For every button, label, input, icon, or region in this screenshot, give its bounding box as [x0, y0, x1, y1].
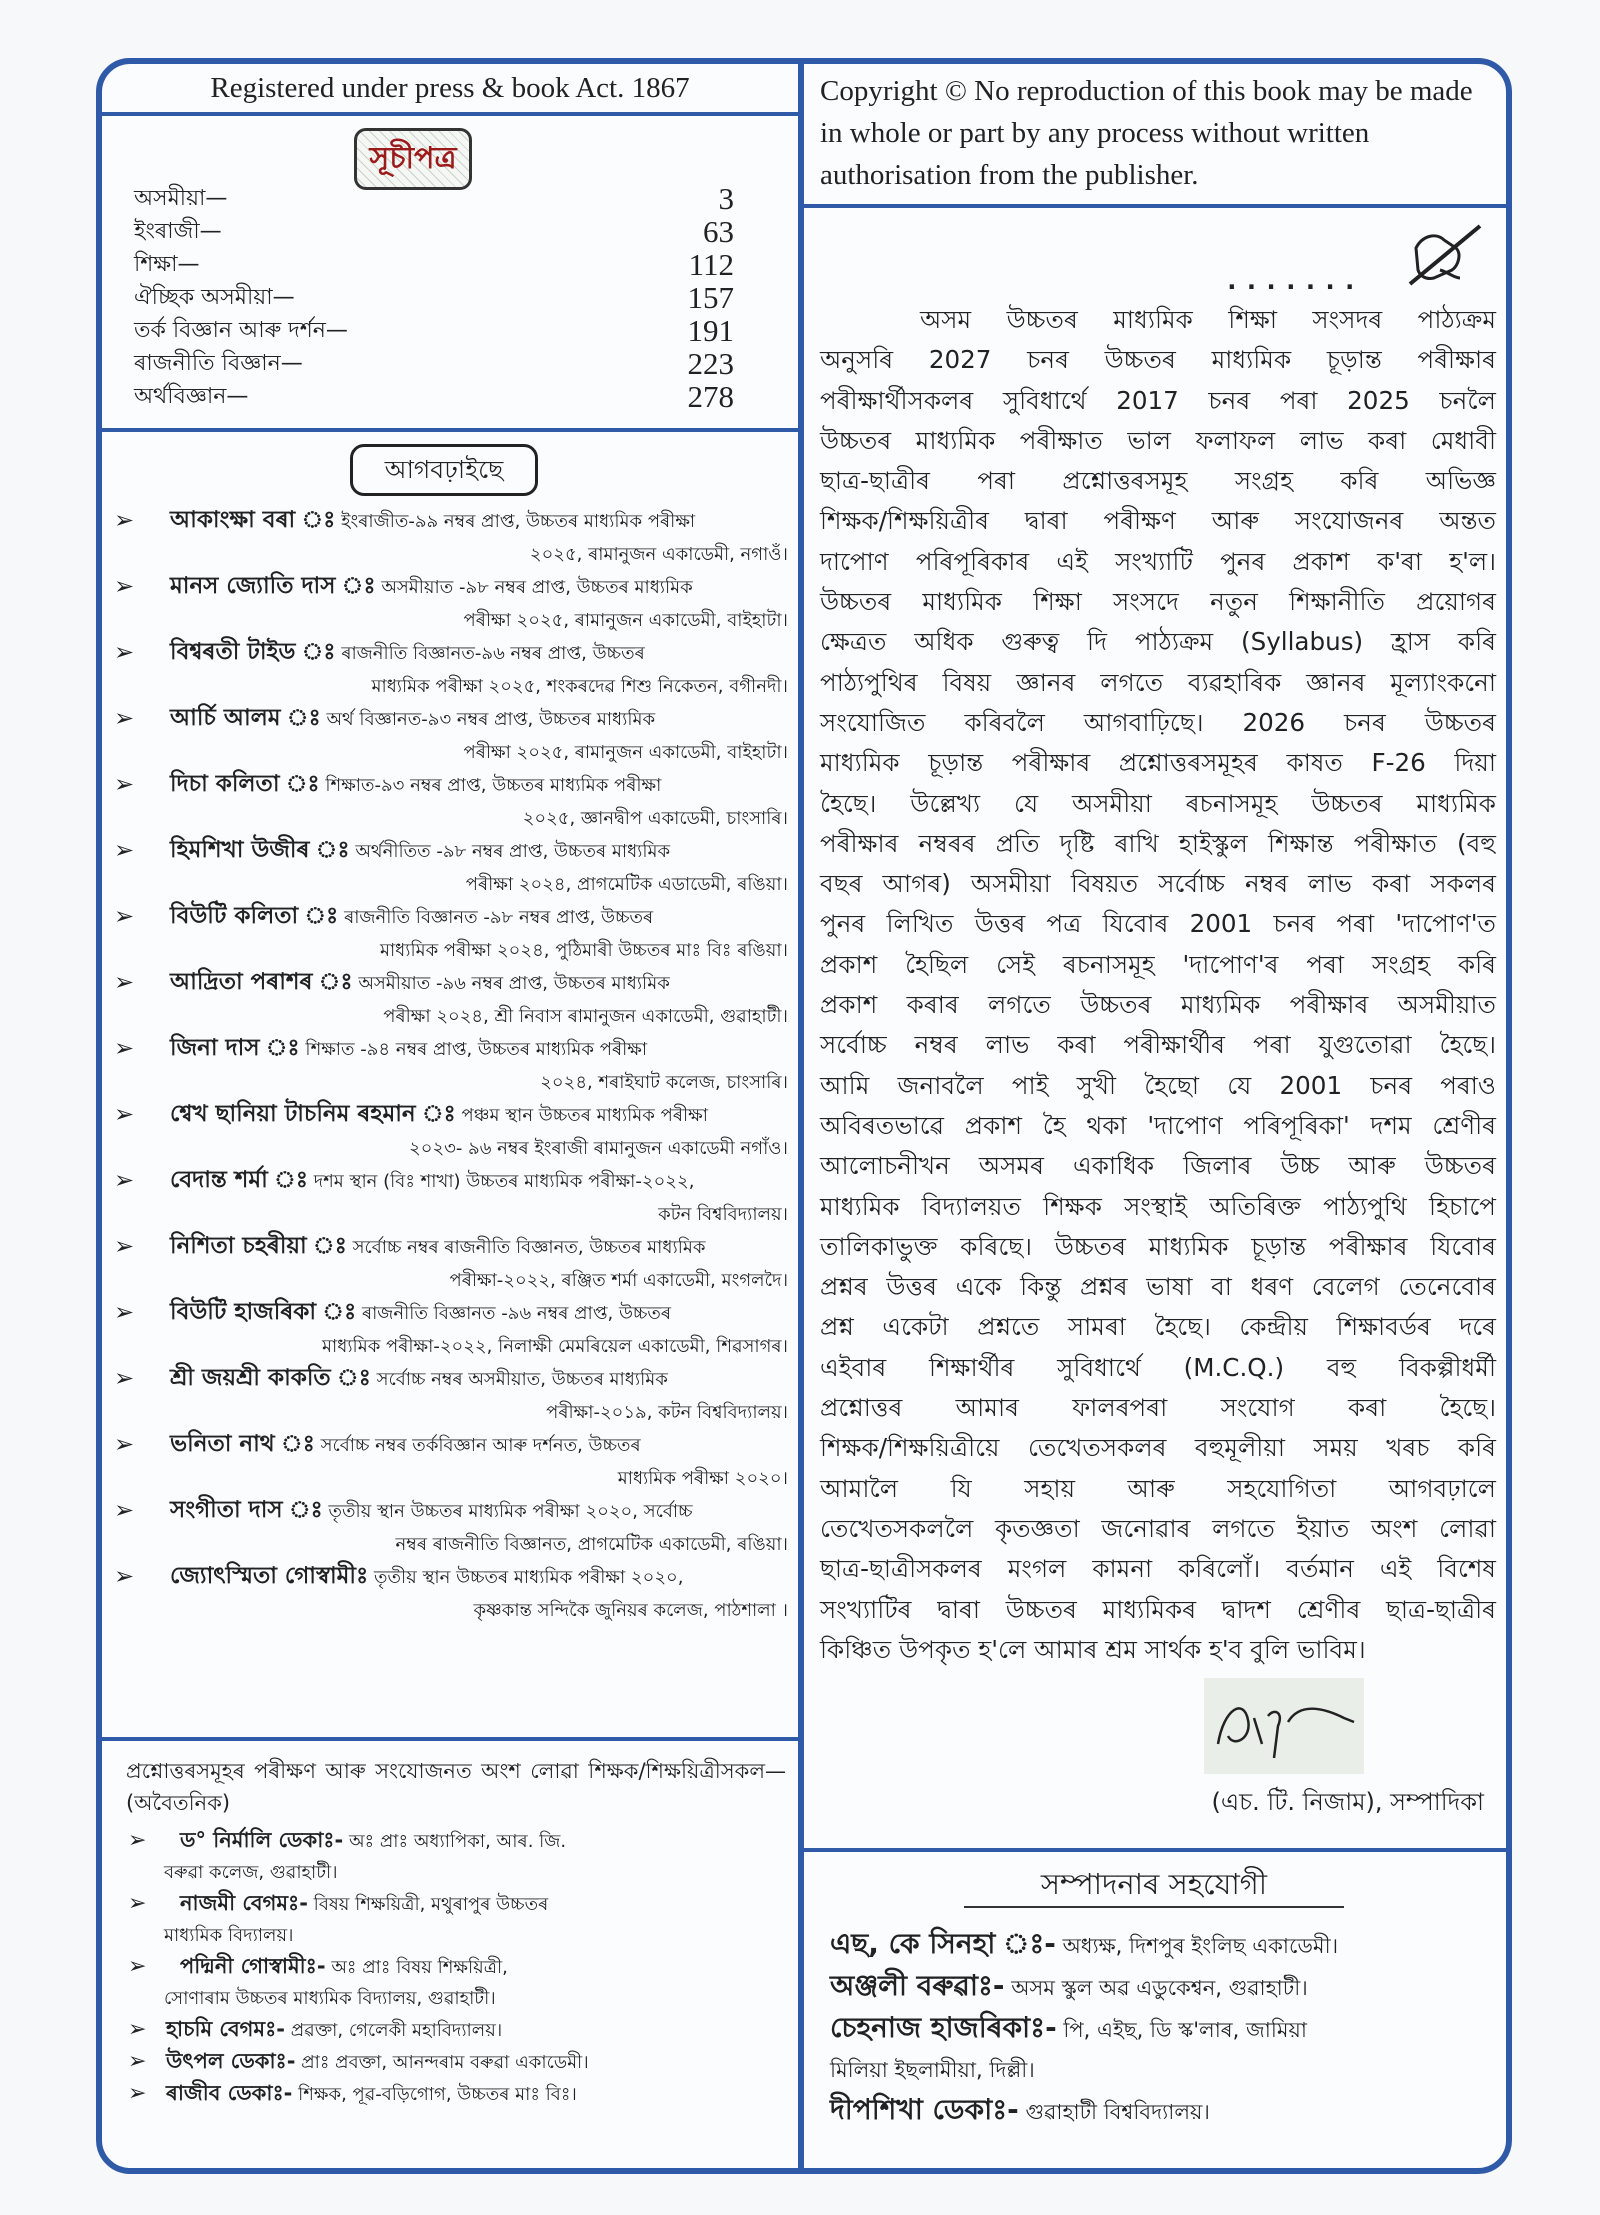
achiever-detail-cont: ২০২৫, ৰামানুজন একাডেমী, নগাওঁ।: [529, 544, 788, 565]
arrow-bullet-icon: ➢: [128, 2049, 147, 2074]
achiever-detail: সৰ্বোচ্চ নম্বৰ তৰ্কবিজ্ঞান আৰু দৰ্শনত, উচ্চতৰ: [320, 1435, 641, 1456]
achiever-item: [110, 504, 794, 570]
achiever-detail-cont: মাধ্যমিক পৰীক্ষা-২০২২, নিলাক্ষী মেমৰিয়েল একাডেমী, শিৱসাগৰ।: [322, 1336, 788, 1357]
toc-title: সূচীপত্ৰ: [354, 128, 472, 190]
reviewer-name: পদ্মিনী গোস্বামীঃ-: [180, 1954, 326, 1978]
achiever-item: [110, 636, 794, 702]
assistants-title: সম্পাদনাৰ সহযোগী: [964, 1862, 1344, 1908]
achiever-item: [110, 1362, 794, 1428]
editorial-line: ক্ষেত্ৰত অধিক গুৰুত্ব দি পাঠ্যক্ৰম (Syllabus) হ্ৰাস কৰি: [820, 627, 1496, 657]
achiever-line: [150, 1164, 794, 1198]
achiever-line: [150, 570, 794, 604]
arrow-bullet-icon: ➢: [128, 2081, 147, 2106]
achiever-detail: ৰাজনীতি বিজ্ঞানত -৯৬ নম্বৰ প্ৰাপ্ত, উচ্চতৰ: [361, 1303, 672, 1324]
toc-item: [134, 347, 734, 380]
assistant-name: চেহনাজ হাজৰিকাঃ-: [830, 2011, 1057, 2044]
editorial-line: তালিকাভুক্ত কৰিছে। উচ্চতৰ মাধ্যমিক চূড়ান্ত পৰীক্ষাৰ যিবোৰ: [820, 1231, 1496, 1261]
reviewer-line: [164, 1888, 786, 1920]
arrow-bullet-icon: ➢: [114, 968, 135, 996]
editorial-line: উচ্চতৰ মাধ্যমিক শিক্ষা সংসদে নতুন শিক্ষানীতি প্ৰয়োগৰ: [820, 587, 1496, 617]
editorial-line: আমি জনাবলৈ পাই সুখী হৈছো যে 2001 চনৰ পৰাও: [820, 1070, 1496, 1100]
achiever-item: [110, 1560, 794, 1626]
toc-item-label: ঐচ্ছিক অসমীয়া—: [134, 285, 295, 310]
editorial-line: ছাত্ৰ-ছাত্ৰীৰ পৰা প্ৰশ্নোত্তৰসমূহ সংগ্ৰহ কৰি অভিজ্ঞ: [820, 466, 1496, 496]
editorial-line: এইবাৰ শিক্ষাৰ্থীৰ সুবিধাৰ্থে (M.C.Q.) বহু বিকল্পীধৰ্মী: [820, 1352, 1496, 1382]
arrow-bullet-icon: ➢: [114, 1430, 135, 1458]
editorial-line: সংখ্যাটিৰ দ্বাৰা উচ্চতৰ মাধ্যমিকৰ দ্বাদশ শ্ৰেণীৰ ছাত্ৰ-ছাত্ৰীৰ: [820, 1594, 1496, 1624]
achiever-line: [150, 636, 794, 670]
achiever-item: [110, 570, 794, 636]
arrow-bullet-icon: ➢: [114, 1562, 135, 1590]
assistant-detail: পি, এইছ, ডি স্ক'লাৰ, জামিয়া: [1063, 2018, 1307, 2042]
editorial-line: প্ৰকাশ হৈছিল সেই ৰচনাসমূহ 'দাপোণ'ৰ পৰা সংগ্ৰহ কৰি: [820, 949, 1496, 979]
achiever-detail-cont: মাধ্যমিক পৰীক্ষা ২০২০।: [617, 1468, 788, 1489]
achiever-detail-cont: ২০২৫, জ্ঞানদ্বীপ একাডেমী, চাংসাৰি।: [522, 808, 788, 829]
arrow-bullet-icon: ➢: [114, 1034, 135, 1062]
achiever-detail-cont: পৰীক্ষা ২০২৪, শ্ৰী নিবাস ৰামানুজন একাডেমী, গুৱাহাটী।: [383, 1006, 788, 1027]
reviewer-name: নাজমী বেগমঃ-: [180, 1891, 308, 1915]
toc-item-label: শিক্ষা—: [134, 252, 200, 277]
achiever-name: হিমশিখা উজীৰ ঃ: [170, 837, 350, 863]
editorial-line: উচ্চতৰ মাধ্যমিক পৰীক্ষাত ভাল ফলাফল লাভ কৰা মেধাবী: [820, 425, 1496, 455]
toc-item-label: অৰ্থবিজ্ঞান—: [134, 384, 249, 409]
achiever-item: [110, 702, 794, 768]
toc-item-label: তৰ্ক বিজ্ঞান আৰু দৰ্শন—: [134, 318, 348, 343]
reviewer-name: ৰাজীব ডেকাঃ-: [166, 2081, 293, 2105]
assistant-name: এছ, কে সিনহা ঃ-: [830, 1927, 1056, 1960]
toc-item-page: 157: [687, 280, 734, 315]
achiever-detail: অৰ্থনীতিত -৯৮ নম্বৰ প্ৰাপ্ত, উচ্চতৰ মাধ্যমিক: [355, 841, 671, 862]
editorial-line: ছাত্ৰ-ছাত্ৰীসকলৰ মংগল কামনা কৰিলোঁ। বৰ্তমান এই বিশেষ: [820, 1554, 1496, 1584]
achiever-item: [110, 834, 794, 900]
editorial-line: আমালৈ যি সহায় আৰু সহযোগিতা আগবঢ়ালে: [820, 1473, 1496, 1503]
arrow-bullet-icon: ➢: [114, 902, 135, 930]
arrow-bullet-icon: ➢: [114, 1166, 135, 1194]
editorial-line: অবিৰতভাৱে প্ৰকাশ হৈ থকা 'দাপোণ পৰিপূৰিকা' দশম শ্ৰেণীৰ: [820, 1110, 1496, 1140]
achiever-detail: অসমীয়াত -৯৬ নম্বৰ প্ৰাপ্ত, উচ্চতৰ মাধ্যমিক: [358, 973, 670, 994]
reviewer-detail: অঃ প্ৰাঃ বিষয় শিক্ষয়িত্ৰী,: [331, 1957, 508, 1978]
toc-item-label: অসমীয়া—: [134, 186, 228, 211]
reviewer-line: [164, 2078, 786, 2110]
achiever-line: [150, 1032, 794, 1066]
achiever-detail: তৃতীয় স্থান উচ্চতৰ মাধ্যমিক পৰীক্ষা ২০২০, সৰ্বোচ্চ: [328, 1501, 693, 1522]
reviewer-item: [126, 1825, 786, 1888]
achiever-detail: তৃতীয় স্থান উচ্চতৰ মাধ্যমিক পৰীক্ষা ২০২০,: [374, 1567, 684, 1588]
reviewer-name: উৎপল ডেকাঃ-: [166, 2049, 296, 2073]
achiever-item: [110, 1296, 794, 1362]
assistant-item: [830, 2090, 1490, 2132]
arrow-bullet-icon: ➢: [128, 1828, 147, 1853]
reviewer-name: হাচমি বেগমঃ-: [166, 2017, 285, 2041]
achiever-detail: অৰ্থ বিজ্ঞানত-৯৩ নম্বৰ প্ৰাপ্ত, উচ্চতৰ মাধ্যমিক: [326, 709, 656, 730]
toc-item: [134, 314, 734, 347]
reviewer-item: [126, 2046, 786, 2078]
arrow-bullet-icon: ➢: [114, 1364, 135, 1392]
achiever-detail: সৰ্বোচ্চ নম্বৰ ৰাজনীতি বিজ্ঞানত, উচ্চতৰ মাধ্যমিক: [352, 1237, 706, 1258]
toc-item-page: 63: [703, 214, 734, 249]
assistant-item: [830, 1966, 1490, 2008]
achiever-name: নিশিতা চহৰীয়া ঃ: [170, 1233, 347, 1259]
assistant-detail: অসম স্কুল অৱ এডুকেশ্বন, গুৱাহাটী।: [1011, 1976, 1308, 2000]
editor-signature: [1204, 1678, 1364, 1774]
arrow-bullet-icon: ➢: [114, 770, 135, 798]
assistants-list: [830, 1924, 1490, 2132]
assistant-item: [830, 2008, 1490, 2050]
achiever-line: [150, 1098, 794, 1132]
achiever-detail-cont: পৰীক্ষা ২০২৪, প্ৰাগমেটিক এডাডেমী, ৰঙিয়া।: [465, 874, 788, 895]
editorial-line: সংযোজিত কৰিবলৈ আগবাঢ়িছে। 2026 চনৰ উচ্চতৰ: [820, 707, 1496, 737]
arrow-bullet-icon: ➢: [114, 1496, 135, 1524]
arrow-bullet-icon: ➢: [114, 704, 135, 732]
achiever-item: [110, 966, 794, 1032]
reviewer-detail: অঃ প্ৰাঃ অধ্যাপিকা, আৰ. জি.: [348, 1831, 567, 1852]
achievers-list: [110, 504, 794, 1626]
achiever-line: [150, 1560, 794, 1594]
achiever-line: [150, 504, 794, 538]
achiever-item: [110, 1428, 794, 1494]
reviewer-line: [164, 1951, 786, 1983]
reviewer-item: [126, 2078, 786, 2110]
reviewer-detail: প্ৰৱক্তা, গেলেকী মহাবিদ্যালয়।: [290, 2020, 503, 2041]
reviewer-item: [126, 1888, 786, 1951]
toc-item: [134, 380, 734, 413]
achiever-detail-cont: ২০২৩- ৯৬ নম্বৰ ইংৰাজী ৰামানুজন একাডেমী নগাঁও।: [409, 1138, 788, 1159]
toc-item-page: 191: [687, 313, 734, 348]
achiever-detail-cont: পৰীক্ষা ২০২৫, ৰামানুজন একাডেমী, বাইহাটা।: [463, 610, 788, 631]
toc-item: [134, 248, 734, 281]
achiever-name: শ্বেখ ছানিয়া টাচনিম ৰহমান ঃ: [170, 1101, 456, 1127]
editorial-assistants: [804, 1852, 1506, 2168]
achiever-name: আদ্ৰিতা পৰাশৰ ঃ: [170, 969, 353, 995]
reviewer-detail: প্ৰাঃ প্ৰবক্তা, আনন্দৰাম বৰুৱা একাডেমী।: [301, 2052, 589, 2073]
arrow-bullet-icon: ➢: [114, 836, 135, 864]
editorial-line: অনুসৰি 2027 চনৰ উচ্চতৰ মাধ্যমিক চূড়ান্ত পৰীক্ষাৰ: [820, 345, 1496, 375]
editorial-line: প্ৰকাশ কৰাৰ লগতে উচ্চতৰ মাধ্যমিক পৰীক্ষাৰ অসমীয়াত: [820, 990, 1496, 1020]
arrow-bullet-icon: ➢: [128, 1954, 147, 1979]
table-of-contents: [102, 116, 798, 428]
editorial-line: তেখেতসকললৈ কৃতজ্ঞতা জনোৱাৰ লগতে ইয়াত অংশ লোৱা: [820, 1513, 1496, 1543]
achiever-detail-cont: নম্বৰ ৰাজনীতি বিজ্ঞানত, প্ৰাগমেটিক একাডেমী, ৰঙিয়া।: [395, 1534, 788, 1555]
achiever-item: [110, 900, 794, 966]
achievers-title: আগবঢ়াইছে: [350, 444, 538, 496]
reviewer-detail-cont: সোণাৰাম উচ্চতৰ মাধ্যমিক বিদ্যালয়, গুৱাহাটী।: [164, 1988, 496, 2009]
achiever-detail-cont: মাধ্যমিক পৰীক্ষা ২০২৫, শংকৰদেৱ শিশু নিকেতন, বগীনদী।: [371, 676, 788, 697]
achiever-detail: অসমীয়াত -৯৮ নম্বৰ প্ৰাপ্ত, উচ্চতৰ মাধ্যমিক: [381, 577, 693, 598]
editorial-line: সৰ্বোচ্চ নম্বৰ লাভ কৰা পৰীক্ষাৰ্থীৰ পৰা যুগুতোৱা হৈছে।: [820, 1030, 1496, 1060]
toc-item-label: ইংৰাজী—: [134, 219, 222, 244]
editorial-line: হৈছে। উল্লেখ্য যে অসমীয়া ৰচনাসমূহ উচ্চতৰ মাধ্যমিক: [820, 788, 1496, 818]
editorial-section: [804, 208, 1506, 1848]
achiever-item: [110, 1164, 794, 1230]
achiever-name: বেদান্ত শৰ্মা ঃ: [170, 1167, 308, 1193]
achiever-detail: শিক্ষাত -৯৪ নম্বৰ প্ৰাপ্ত, উচ্চতৰ মাধ্যমিক পৰীক্ষা: [305, 1039, 648, 1060]
achiever-line: [150, 1362, 794, 1396]
editorial-line: আলোচনীখন অসমৰ একাধিক জিলাৰ উচ্চ আৰু উচ্চতৰ: [820, 1151, 1496, 1181]
achiever-line: [150, 1296, 794, 1330]
achiever-name: আকাংক্ষা বৰা ঃ: [170, 507, 336, 533]
toc-item-page: 278: [687, 379, 734, 414]
registration-notice: Registered under press & book Act. 1867: [210, 72, 690, 104]
achiever-detail-cont: পৰীক্ষা-২০২২, ৰঞ্জিত শৰ্মা একাডেমী, মংগলদৈ।: [449, 1270, 788, 1291]
toc-list: [134, 182, 734, 413]
achiever-name: জিনা দাস ঃ: [170, 1035, 300, 1061]
achiever-detail-cont: কটন বিশ্ববিদ্যালয়।: [658, 1204, 788, 1225]
arrow-bullet-icon: ➢: [114, 1100, 135, 1128]
editor-name: (এচ. টি. নিজাম), সম্পাদিকা: [1211, 1788, 1484, 1816]
achiever-item: [110, 1230, 794, 1296]
reviewer-name: ড° নিৰ্মালি ডেকাঃ-: [180, 1828, 344, 1852]
editorial-line: পাঠ্যপুথিৰ বিষয় জ্ঞানৰ লগতে ব্যৱহাৰিক জ্ঞানৰ মূল্যাংকনো: [820, 667, 1496, 697]
editorial-line: শিক্ষক/শিক্ষয়িত্ৰীয়ে তেখেতসকলৰ বহুমূলীয়া সময় খৰচ কৰি: [820, 1433, 1496, 1463]
arrow-bullet-icon: ➢: [114, 1232, 135, 1260]
achiever-detail-cont: পৰীক্ষা-২০১৯, কটন বিশ্ববিদ্যালয়।: [546, 1402, 788, 1423]
achiever-name: বিশ্বৰতী টাইড ঃ: [170, 639, 336, 665]
assistant-name: দীপশিখা ডেকাঃ-: [830, 2093, 1019, 2126]
editorial-line: বছৰ আগৰ) অসমীয়া বিষয়ত সৰ্বোচ্চ নম্বৰ লাভ কৰা সকলৰ: [820, 869, 1496, 899]
assistant-detail: গুৱাহাটী বিশ্ববিদ্যালয়।: [1025, 2100, 1210, 2124]
achiever-name: জ্যোৎস্মিতা গোস্বামীঃ: [170, 1563, 369, 1589]
editorial-body: [820, 300, 1496, 1670]
editorial-line: প্ৰশ্ন একেটা প্ৰশ্নতে সামৰা হৈছে। কেন্দ্ৰীয় শিক্ষাবৰ্ডৰ দৰে: [820, 1312, 1496, 1342]
reviewer-item: [126, 1951, 786, 2014]
achiever-name: দিচা কলিতা ঃ: [170, 771, 320, 797]
achiever-line: [150, 768, 794, 802]
editorial-line: দাপোণ পৰিপূৰিকাৰ এই সংখ্যাটি পুনৰ প্ৰকাশ ক'ৰা হ'ল।: [820, 546, 1496, 576]
toc-item-label: ৰাজনীতি বিজ্ঞান—: [134, 351, 303, 376]
toc-item: [134, 281, 734, 314]
copyright-notice: Copyright © No reproduction of this book may be made in whole or part by any process without written authorisation from the publisher.: [820, 75, 1473, 191]
achiever-detail-cont: মাধ্যমিক পৰীক্ষা ২০২৪, পুঠিমাৰী উচ্চতৰ মাঃ বিঃ ৰঙিয়া।: [379, 940, 788, 961]
achiever-detail: শিক্ষাত-৯৩ নম্বৰ প্ৰাপ্ত, উচ্চতৰ মাধ্যমিক পৰীক্ষা: [325, 775, 662, 796]
achiever-name: বিউটি হাজৰিকা ঃ: [170, 1299, 357, 1325]
writing-hand-icon: [1396, 218, 1488, 290]
assistant-item: [830, 1924, 1490, 1966]
editorial-line: শিক্ষক/শিক্ষয়িত্ৰীৰ দ্বাৰা পৰীক্ষণ আৰু সংযোজনৰ অন্তত: [820, 506, 1496, 536]
achiever-detail: সৰ্বোচ্চ নম্বৰ অসমীয়াত, উচ্চতৰ মাধ্যমিক: [376, 1369, 668, 1390]
arrow-bullet-icon: ➢: [128, 2017, 147, 2042]
achiever-line: [150, 966, 794, 1000]
achiever-name: আৰ্চি আলম ঃ: [170, 705, 321, 731]
editorial-line: পৰীক্ষাৰ নম্বৰৰ প্ৰতি দৃষ্টি ৰাখি হাইস্কুল শিক্ষান্ত পৰীক্ষাত (বহু: [820, 828, 1496, 858]
editorial-heading-ornament: [1224, 218, 1494, 298]
achiever-line: [150, 834, 794, 868]
assistant-detail: অধ্যক্ষ, দিশপুৰ ইংলিছ একাডেমী।: [1062, 1934, 1339, 1958]
arrow-bullet-icon: ➢: [128, 1891, 147, 1916]
achiever-line: [150, 1428, 794, 1462]
editorial-line: পৰীক্ষাৰ্থীসকলৰ সুবিধাৰ্থে 2017 চনৰ পৰা 2025 চনলৈ: [820, 385, 1496, 415]
toc-item-page: 112: [688, 247, 734, 282]
reviewers-list: [126, 1825, 786, 2110]
achiever-line: [150, 1494, 794, 1528]
reviewer-detail: শিক্ষক, পূৱ-বড়িগোগ, উচ্চতৰ মাঃ বিঃ।: [298, 2084, 577, 2105]
reviewer-line: [164, 2046, 786, 2078]
achievers-section: [102, 432, 798, 1737]
toc-item-page: 3: [718, 181, 734, 216]
achiever-name: মানস জ্যোতি দাস ঃ: [170, 573, 376, 599]
editorial-line: মাধ্যমিক বিদ্যালয়ত শিক্ষক সংস্থাই অতিৰিক্ত পাঠ্যপুথি হিচাপে: [820, 1191, 1496, 1221]
achiever-item: [110, 1494, 794, 1560]
editorial-line: প্ৰশ্নোত্তৰ আমাৰ ফালৰপৰা সংযোগ কৰা হৈছে।: [820, 1393, 1496, 1423]
toc-item: [134, 215, 734, 248]
arrow-bullet-icon: ➢: [114, 506, 135, 534]
dotted-leader: .......: [1224, 266, 1362, 296]
toc-item: [134, 182, 734, 215]
reviewer-line: [164, 1825, 786, 1857]
assistant-detail-cont: মিলিয়া ইছলামীয়া, দিল্লী।: [830, 2058, 1035, 2082]
arrow-bullet-icon: ➢: [114, 638, 135, 666]
achiever-line: [150, 702, 794, 736]
achiever-detail: ৰাজনীতি বিজ্ঞানত -৯৮ নম্বৰ প্ৰাপ্ত, উচ্চতৰ: [344, 907, 654, 928]
achiever-name: শ্ৰী জয়শ্ৰী কাকতি ঃ: [170, 1365, 371, 1391]
achiever-detail: দশম স্থান (বিঃ শাখা) উচ্চতৰ মাধ্যমিক পৰীক্ষা-২০২২,: [313, 1171, 695, 1192]
achiever-item: [110, 768, 794, 834]
achiever-detail: পঞ্চম স্থান উচ্চতৰ মাধ্যমিক পৰীক্ষা: [461, 1105, 708, 1126]
reviewers-intro: প্ৰশ্নোত্তৰসমূহৰ পৰীক্ষণ আৰু সংযোজনত অংশ লোৱা শিক্ষক/শিক্ষয়িত্ৰীসকল— (অবৈতনিক): [126, 1759, 786, 1815]
arrow-bullet-icon: ➢: [114, 572, 135, 600]
achiever-name: বিউটি কলিতা ঃ: [170, 903, 339, 929]
achiever-item: [110, 1098, 794, 1164]
editorial-line: পুনৰ লিখিত উত্তৰ পত্ৰ যিবোৰ 2001 চনৰ পৰা 'দাপোণ'ত: [820, 909, 1496, 939]
toc-item-page: 223: [687, 346, 734, 381]
achiever-detail-cont: ২০২৪, শৰাইঘাট কলেজ, চাংসাৰি।: [540, 1072, 788, 1093]
achiever-detail: ৰাজনীতি বিজ্ঞানত-৯৬ নম্বৰ প্ৰাপ্ত, উচ্চতৰ: [341, 643, 645, 664]
editorial-line: মাধ্যমিক চূড়ান্ত পৰীক্ষাৰ প্ৰশ্নোত্তৰসমূহৰ কাষত F-26 দিয়া: [820, 748, 1496, 778]
achiever-line: [150, 1230, 794, 1264]
editorial-line: প্ৰশ্নৰ উত্তৰ একে কিন্তু প্ৰশ্নৰ ভাষা বা ধৰণ বেলেগ তেনেবোৰ: [820, 1272, 1496, 1302]
achiever-item: [110, 1032, 794, 1098]
achiever-detail-cont: কৃষ্ণকান্ত সন্দিকৈ জুনিয়ৰ কলেজ, পাঠশালা ।: [473, 1600, 788, 1621]
assistant-name: অঞ্জলী বৰুৱাঃ-: [830, 1969, 1005, 2002]
reviewer-detail: বিষয় শিক্ষয়িত্ৰী, মথুৰাপুৰ উচ্চতৰ: [313, 1894, 549, 1915]
editorial-line: অসম উচ্চতৰ মাধ্যমিক শিক্ষা সংসদৰ পাঠ্যক্ৰম: [920, 305, 1496, 334]
reviewer-item: [126, 2014, 786, 2046]
reviewer-line: [164, 2014, 786, 2046]
reviewer-detail-cont: বৰুৱা কলেজ, গুৱাহাটী।: [164, 1862, 338, 1883]
reviewer-detail-cont: মাধ্যমিক বিদ্যালয়।: [164, 1925, 294, 1946]
arrow-bullet-icon: ➢: [114, 1298, 135, 1326]
achiever-detail-cont: পৰীক্ষা ২০২৫, ৰামানুজন একাডেমী, বাইহাটা।: [463, 742, 788, 763]
reviewers-section: [102, 1741, 798, 2168]
editorial-line: কিঞ্চিত উপকৃত হ'লে আমাৰ শ্ৰম সাৰ্থক হ'ব বুলি ভাবিম।: [820, 1634, 1366, 1664]
achiever-line: [150, 900, 794, 934]
achiever-name: সংগীতা দাস ঃ: [170, 1497, 323, 1523]
achiever-detail: ইংৰাজীত-৯৯ নম্বৰ প্ৰাপ্ত, উচ্চতৰ মাধ্যমিক পৰীক্ষা: [341, 511, 696, 532]
achiever-name: ভনিতা নাথ ঃ: [170, 1431, 315, 1457]
